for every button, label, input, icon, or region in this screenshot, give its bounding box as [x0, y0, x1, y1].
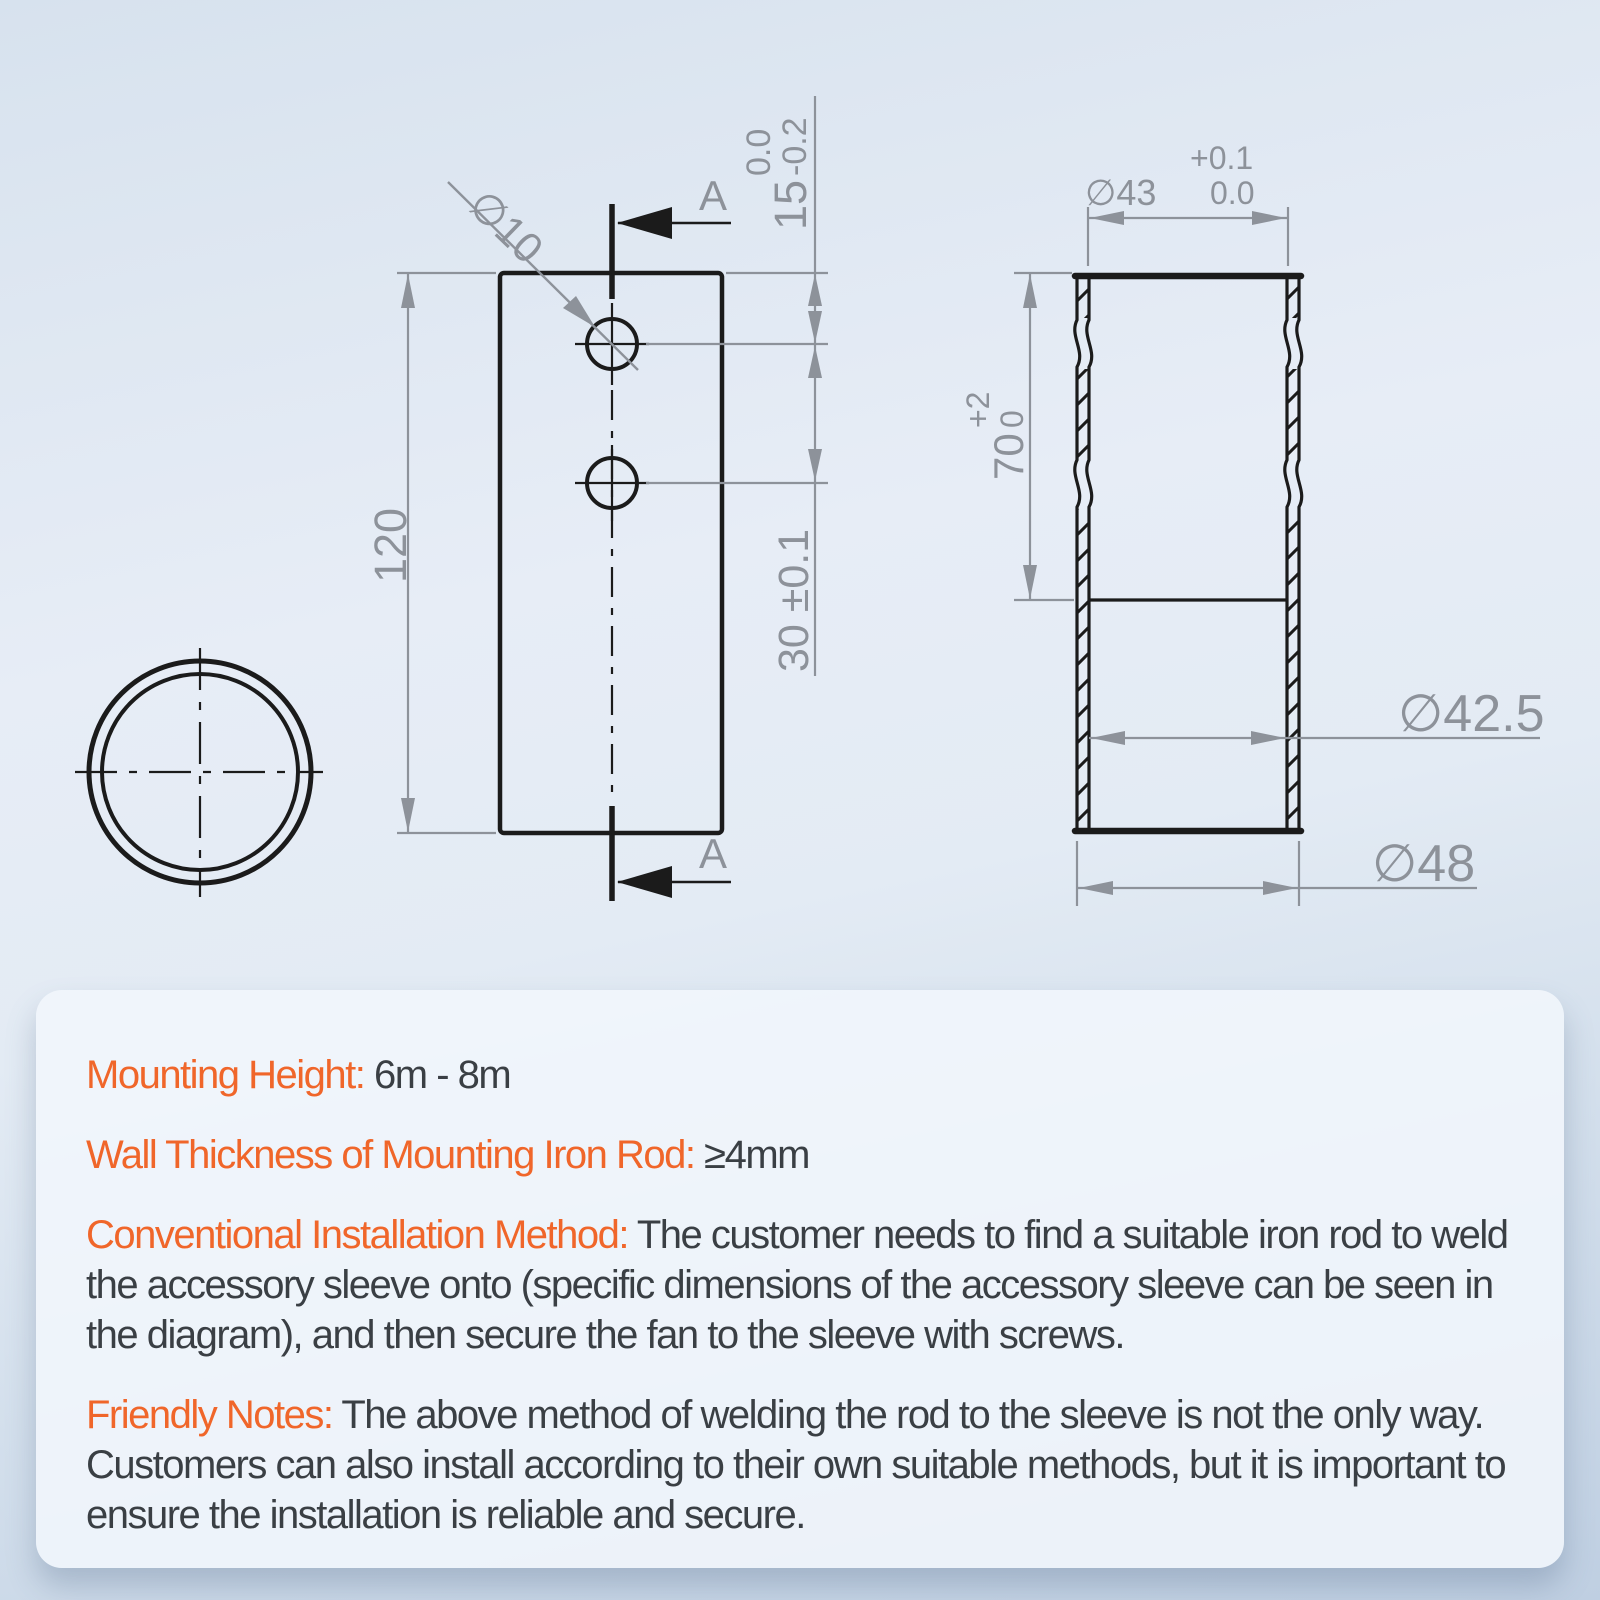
dim-plate-height [365, 273, 496, 833]
hatch-right-3 [1287, 509, 1299, 830]
note-mounting-height-label: Mounting Height: [86, 1053, 365, 1097]
note-mounting-height [86, 1050, 1516, 1100]
bore-top-value: ∅43 [1085, 172, 1157, 213]
wall-left-inner [1087, 275, 1092, 832]
sleeve-section-view [960, 140, 1545, 906]
tube-cross-section-view [75, 648, 323, 897]
note-installation-method [86, 1210, 1516, 1360]
note-installation-method-label: Conventional Installation Method: [86, 1213, 628, 1257]
dim-bore-depth [960, 273, 1074, 600]
section-marker-a-top [612, 172, 731, 299]
section-label-bottom: A [698, 830, 728, 877]
note-mounting-height-value: 6m - 8m [374, 1053, 511, 1097]
note-wall-thickness [86, 1130, 1516, 1180]
bore-bottom-label: ∅42.5 [1398, 685, 1545, 743]
bore-depth-value: 70 [985, 433, 1032, 480]
hole-top-offset-value: 15 [765, 179, 816, 230]
installation-notes-panel [36, 990, 1564, 1568]
hatch-left-2 [1077, 369, 1089, 458]
dim-hole-spacing [646, 344, 828, 676]
section-label-top: A [698, 172, 728, 219]
hole-top-offset-tol-upper: 0.0 [740, 128, 778, 176]
hole-diameter-label: ∅10 [459, 180, 553, 273]
bracket-front-view [365, 96, 828, 901]
note-installation-method-text: The customer needs to find a suitable iron rod to weld the accessory sleeve onto (specific dimensions of the accessory sleeve can be seen in the diagram), and then secure the fan to the sleeve with screws. [86, 1213, 1508, 1357]
plate-height-label: 120 [365, 507, 416, 583]
hatch-right-2 [1287, 369, 1299, 458]
section-marker-a-bottom [612, 806, 731, 901]
hatch-left-1 [1077, 277, 1089, 318]
hatch-right-1 [1287, 277, 1299, 318]
bore-depth-tol-lower: 0 [994, 410, 1030, 428]
note-friendly-notes-label: Friendly Notes: [86, 1393, 333, 1437]
note-friendly-notes [86, 1390, 1516, 1540]
note-friendly-notes-text: The above method of welding the rod to the sleeve is not the only way. Customers can also install according to their own suitable methods, but it is important to ensure the installation is reliable and secure. [86, 1393, 1506, 1537]
wall-right-outer [1297, 275, 1302, 832]
note-wall-thickness-label: Wall Thickness of Mounting Iron Rod: [86, 1133, 695, 1177]
outer-diameter-label: ∅48 [1372, 835, 1476, 893]
dim-outer-diameter [1077, 835, 1477, 906]
bore-top-tol-lower: 0.0 [1210, 175, 1255, 211]
dim-bore-bottom [1089, 685, 1545, 745]
section-arrow-bottom [617, 866, 672, 898]
note-wall-thickness-value: ≥4mm [704, 1133, 809, 1177]
hatch-left-3 [1077, 509, 1089, 830]
hole-spacing-label: 30 ±0.1 [770, 528, 818, 672]
dim-bore-top [1085, 140, 1288, 266]
bore-top-tol-upper: +0.1 [1190, 140, 1254, 176]
hole-top-offset-tol-lower: -0.2 [776, 117, 814, 176]
bore-depth-tol-upper: +2 [960, 391, 996, 428]
dim-hole-top-offset [646, 96, 828, 344]
section-arrow-top [617, 207, 672, 239]
